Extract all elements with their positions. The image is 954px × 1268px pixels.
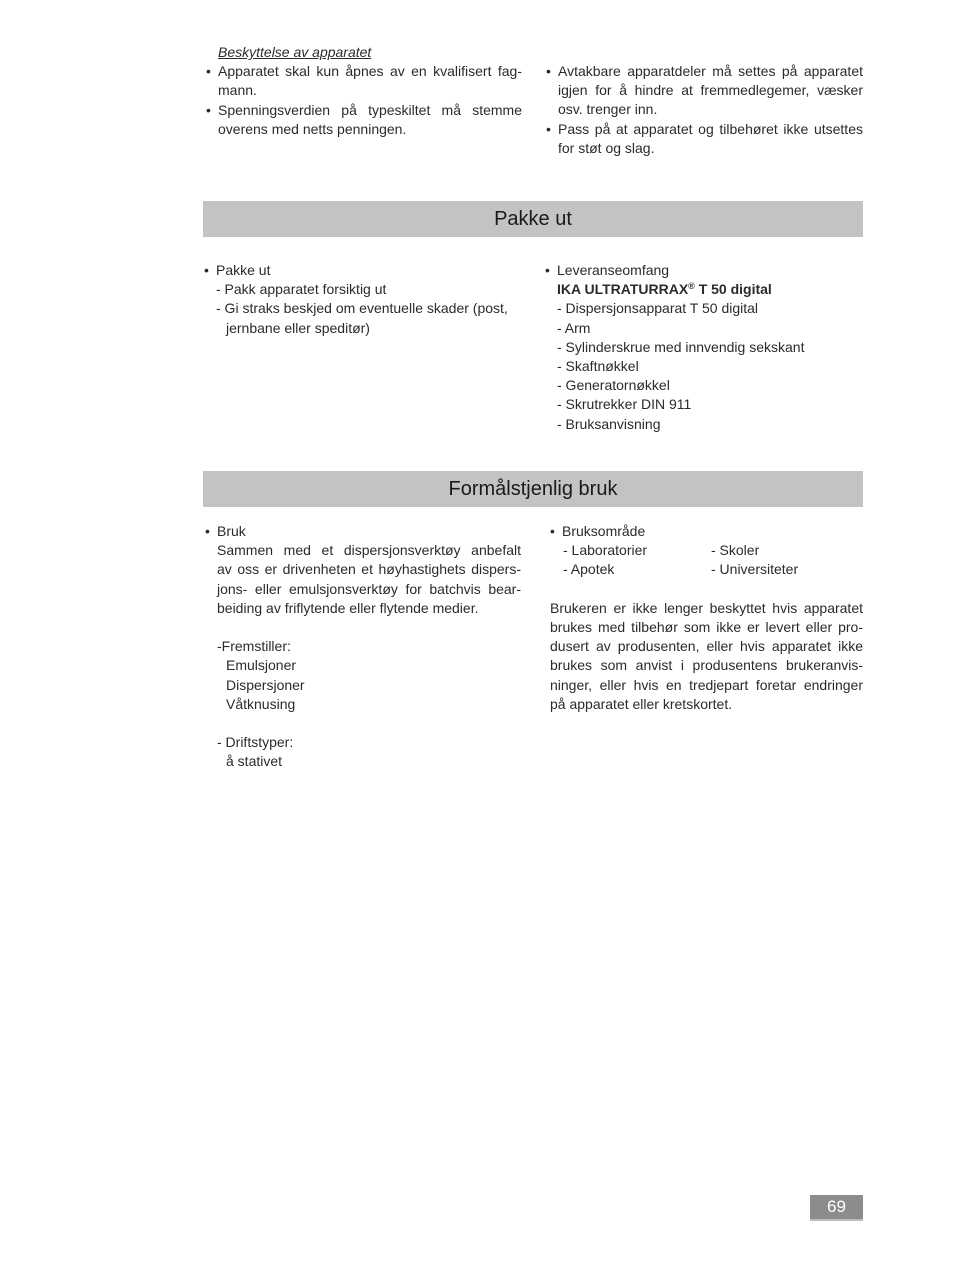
list-item: - Generatornøkkel bbox=[557, 377, 670, 394]
product-brand: IKA ULTRATURRAX bbox=[557, 281, 689, 298]
producer-label: -Fremstiller: bbox=[217, 638, 291, 655]
list-item: jernbane eller speditør) bbox=[226, 319, 370, 336]
paragraph-line: brukes med tilbehør som ikke er levert eller pro- bbox=[550, 618, 863, 635]
protection-right-item-2 bbox=[546, 120, 863, 158]
text-line: igjen for å hindre at fremmedlegemer, væsker bbox=[558, 82, 863, 99]
paragraph-line: beiding av friflytende eller flytende medier. bbox=[217, 599, 479, 616]
unpack-right-column bbox=[545, 261, 863, 434]
paragraph-line: jons- eller emulsjonsverktøy for batchvis bear- bbox=[217, 580, 521, 597]
page-number: 69 bbox=[810, 1195, 863, 1221]
producer-item: Våtknusing bbox=[226, 695, 296, 712]
usage-left-column bbox=[205, 522, 521, 772]
area-item: - Skoler bbox=[711, 542, 760, 559]
list-item: - Bruksanvisning bbox=[557, 415, 661, 432]
registered-mark: ® bbox=[688, 281, 695, 292]
modes-item: å stativet bbox=[226, 753, 283, 770]
list-item: - Pakk apparatet forsiktig ut bbox=[216, 281, 387, 298]
text-line: for støt og slag. bbox=[558, 139, 655, 156]
text-line: overens med netts penningen. bbox=[218, 120, 407, 137]
area-item: - Apotek bbox=[563, 561, 615, 578]
list-item: - Sylinderskrue med innvendig sekskant bbox=[557, 338, 805, 355]
unpack-left-column bbox=[204, 261, 526, 338]
usage-right-column bbox=[550, 522, 863, 714]
protection-right-item-1 bbox=[546, 62, 863, 120]
section-header-usage: Formålstjenlig bruk bbox=[203, 471, 863, 507]
text-line: Spenningsverdien på typeskiltet må stemme bbox=[218, 101, 522, 118]
text-line: Pass på at apparatet og tilbehøret ikke utsettes bbox=[558, 120, 863, 137]
section-header-unpack: Pakke ut bbox=[203, 201, 863, 237]
bullet-icon: • bbox=[205, 523, 210, 539]
paragraph-line: Sammen med et dispersjonsverktøy anbefalt bbox=[217, 542, 521, 559]
usage-right-title-row bbox=[550, 522, 863, 541]
text-line: osv. trenger inn. bbox=[558, 101, 658, 118]
product-name bbox=[557, 280, 863, 299]
usage-right-title: Bruksområde bbox=[562, 523, 646, 539]
bullet-icon: • bbox=[206, 63, 211, 80]
bullet-icon: • bbox=[550, 523, 555, 539]
producer-item: Emulsjoner bbox=[226, 657, 297, 674]
area-item: - Laboratorier bbox=[563, 542, 648, 559]
text-line: Avtakbare apparatdeler må settes på apparatet bbox=[558, 63, 863, 79]
unpack-left-title: Pakke ut bbox=[216, 262, 271, 278]
paragraph-line: Brukeren er ikke lenger beskyttet hvis apparatet bbox=[550, 599, 863, 616]
protection-heading: Beskyttelse av apparatet bbox=[218, 44, 372, 60]
areas-grid bbox=[550, 541, 863, 579]
bullet-icon: • bbox=[546, 63, 551, 79]
protection-left-item-2 bbox=[206, 101, 522, 139]
protection-left-item-1 bbox=[206, 62, 522, 100]
paragraph-line: ninger, eller hvis en tredjepart foretar endringer bbox=[550, 676, 863, 693]
protection-right-column bbox=[546, 62, 863, 158]
list-item: - Skrutrekker DIN 911 bbox=[557, 396, 692, 413]
list-item: - Skaftnøkkel bbox=[557, 358, 639, 375]
product-model: T 50 digital bbox=[694, 281, 772, 298]
usage-left-title: Bruk bbox=[217, 523, 246, 539]
paragraph-line: på apparatet eller kretskortet. bbox=[550, 695, 733, 712]
unpack-right-title: Leveranseomfang bbox=[557, 262, 670, 278]
protection-left-column bbox=[206, 43, 522, 139]
text-line: mann. bbox=[218, 82, 257, 99]
bullet-icon: • bbox=[206, 101, 211, 118]
usage-left-title-row bbox=[205, 522, 521, 541]
list-item: - Gi straks beskjed om eventuelle skader (post, bbox=[216, 300, 508, 317]
area-item: - Universiteter bbox=[711, 561, 799, 578]
bullet-icon: • bbox=[546, 120, 551, 137]
list-item: - Dispersjonsapparat T 50 digital bbox=[557, 300, 759, 317]
producer-item: Dispersjoner bbox=[226, 676, 305, 693]
modes-label: - Driftstyper: bbox=[217, 734, 294, 751]
bullet-icon: • bbox=[204, 262, 209, 278]
paragraph-line: brukes som anvist i produsentens brukeranvis- bbox=[550, 657, 863, 674]
list-item: - Arm bbox=[557, 319, 591, 336]
paragraph-line: dusert av produsenten, eller hvis apparatet ikke bbox=[550, 638, 863, 655]
bullet-icon: • bbox=[545, 262, 550, 278]
unpack-left-title-row bbox=[204, 261, 526, 280]
text-line: Apparatet skal kun åpnes av en kvalifisert fag- bbox=[218, 63, 522, 80]
unpack-right-title-row bbox=[545, 261, 863, 280]
paragraph-line: av oss er drivenheten et høyhastighets dispers- bbox=[217, 561, 521, 578]
